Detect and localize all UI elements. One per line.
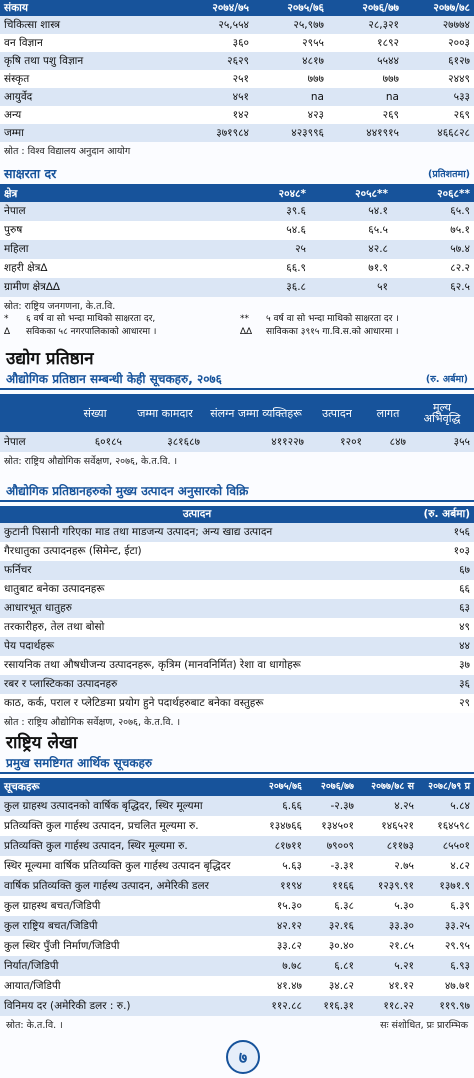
cell-value: ६.८१ [334,959,354,972]
industry-table-header [0,394,474,432]
macro-table-header [0,778,474,796]
cell-value: ३९.६ [286,205,306,218]
cell-value: ५.६३ [282,859,302,872]
cell-value: ३४.८२ [328,979,354,992]
industry-block [0,346,474,468]
macro-col-header: २०७५/७६ [268,781,302,793]
row-label: निर्यात/जिडिपी [4,959,59,972]
cell-value: ७.७८ [282,959,302,972]
literacy-table [0,186,474,297]
cell-value: ६५.५ [368,224,388,237]
cell-value: ७७७ [307,72,324,85]
faculty-col-header: २०७५/७६ [287,1,324,14]
national-accounts-heading [0,730,474,752]
cell: ३५५ [453,435,470,448]
industry-section-title: उद्योग प्रतिष्ठान [6,348,94,369]
row-label: गैरधातुका उत्पादनहरू (सिमेन्ट, ईटा) [4,545,142,558]
note-mark: * [4,314,9,324]
sales-title: औद्योगिक प्रतिष्ठानहरुको मुख्य उत्पादन अनुसारको विक्रि [6,483,249,498]
macro-source: स्रोत: के.त.वि. । [6,1019,63,1031]
row-label: वार्षिक प्रतिव्यक्ति कुल गार्हस्थ उत्पादन, अमेरिकी डलर [4,879,209,892]
industry-col-header: जम्मा कामदार [137,406,193,420]
sales-table [0,506,474,713]
cell-value: ३७१९८४ [216,126,249,139]
cell-value: २५ [295,243,306,256]
cell-value: ३३.३० [388,919,414,932]
cell-value: ७९००९ [326,839,354,852]
cell-value: ६६.९ [286,262,306,275]
cell-value: १०३ [453,545,470,558]
cell-value: ४.८२ [450,859,470,872]
note-mark: ∆∆ [240,327,253,337]
cell-value: ६३ [459,602,470,615]
table-row [0,694,474,713]
cell-value: ३६० [232,36,249,49]
row-label: तरकारीहरु, तेल तथा बोसो [4,621,105,634]
row-label: संस्कृत [4,72,30,85]
table-row [0,240,474,259]
cell-value: ११९.९७ [439,999,470,1012]
macro-indicators-title: प्रमुख समष्टिगत आर्थिक सूचकहरु [6,755,153,770]
industry-unit: (रु. अर्बमा) [425,373,468,385]
industry-col-header: लागत [376,406,400,420]
cell-value: na [385,90,399,103]
row-label: पेय पदार्थहरू [4,640,55,653]
page-number: ७ [226,1040,260,1074]
row-label: फर्निचर [4,564,32,577]
cell-value: -३.३१ [330,859,354,872]
cell-value: २५१ [232,72,249,85]
row-label: आयात/जिडिपी [4,979,61,992]
national-accounts-section-title: राष्ट्रिय लेखा [6,732,78,753]
faculty-source: स्रोत : विश्व विद्यालय अनुदान आयोग [4,146,131,157]
cell-value: ३२.१६ [328,919,354,932]
table-row [0,856,474,876]
row-label: पुरुष [4,224,23,237]
literacy-col-header: २०५८** [355,187,388,200]
sales-col-header: (रु. अर्बमा) [423,508,470,521]
industry-table [0,394,474,452]
cell-value: २८,३२१ [368,18,399,31]
industry-col-header: मूल्य अभिवृद्धि [423,401,461,425]
cell-value: २१.८५ [388,939,414,952]
macro-col-header: २०७८/७९ प्र [428,781,470,793]
cell-value: ५.८४ [450,799,470,812]
cell-value: ५.३० [394,899,414,912]
row-label: स्थिर मूल्यमा वार्षिक प्रतिव्यक्ति कुल गार्हस्थ उत्पादन बृद्धिदर [4,859,231,872]
row-label: जम्मा [4,126,24,139]
table-row [0,816,474,836]
table-row [0,16,474,34]
cell-value: ४१.१२ [388,979,414,992]
cell-value: ५५४४ [377,54,399,67]
macro-table [0,778,474,1016]
cell-value: ६.६६ [282,799,302,812]
faculty-col-header: संकाय [4,1,28,14]
cell-value: ५१ [377,281,388,294]
literacy-source: स्रोत: राष्ट्रिय जनगणना, के.त.वि. [4,301,116,312]
note-text: ५ वर्ष वा सो भन्दा माथिको साक्षरता दर । [266,314,399,324]
cell-value: ६७ [459,564,470,577]
industry-col-header: संलग्न जम्मा व्यक्तिहरू [210,406,302,420]
faculty-col-header: २०७७/७८ [433,1,470,14]
macro-col-header: २०७६/७७ [320,781,354,793]
table-row [0,106,474,124]
cell-value: २५,५५४ [218,18,249,31]
literacy-unit: (प्रतिशतमा) [428,168,470,180]
cell-value: ४२३९९६ [291,126,324,139]
cell-value: २६९ [453,108,470,121]
row-label: विनिमय दर (अमेरिकी डलर : रु.) [4,999,131,1012]
table-row [0,896,474,916]
cell-value: ६.९३ [450,959,470,972]
sales-source: स्रोत : राष्ट्रिय औद्योगिक सर्वेक्षण, २०७६, के.त.वि. । [4,717,181,728]
cell-value: १५६ [453,526,470,539]
table-row [0,221,474,240]
table-row [0,432,474,452]
table-row [0,796,474,816]
cell-value: ६.३९ [450,899,470,912]
cell-value: ४९ [459,621,470,634]
faculty-table-block [0,0,474,160]
cell-value: २००३ [448,36,470,49]
row-label: आयुर्वेद [4,90,33,103]
note-text: सविकका ५८ नगरपालिकाको आधारमा । [26,327,157,337]
cell-value: २५,९७७ [293,18,324,31]
table-row [0,542,474,561]
cell-value: ३७ [459,659,470,672]
cell-value: १४२ [232,108,249,121]
literacy-title: साक्षरता दर [4,165,57,181]
row-label: महिला [4,243,29,256]
cell-value: ३३.८२ [276,939,302,952]
table-row [0,278,474,297]
literacy-col-header: २०६८** [437,187,470,200]
note-mark: ** [240,314,249,324]
table-row [0,52,474,70]
cell-value: ७५.१ [450,224,470,237]
macro-col-header: २०७७/७८ स [371,781,414,793]
table-row [0,956,474,976]
table-row [0,599,474,618]
row-label: प्रतिव्यक्ति कुल गार्हस्थ उत्पादन, प्रचलित मूल्यमा रु. [4,819,199,832]
cell-value: ३६.८ [286,281,306,294]
cell-value: १२३९.९१ [377,879,414,892]
cell-value: २९ [459,697,470,710]
cell-value: ४७.७१ [444,979,470,992]
cell-value: १५.३० [276,899,302,912]
faculty-table [0,0,474,142]
cell-value: २७७७४ [442,18,470,31]
row-label: काठ, कर्क, पराल र प्लेटिङमा प्रयोग हुने पदार्थहरुबाट बनेका वस्तुहरू [4,697,264,710]
table-row [0,580,474,599]
cell-value: ६.३८ [334,899,354,912]
row-label: आधारभूत धातुहरु [4,602,72,615]
cell-value: ५.२१ [394,959,414,972]
note-text: ६ वर्ष वा सो भन्दा माथिको साक्षरता दर, [26,314,156,324]
literacy-block [0,162,474,339]
table-row [0,523,474,542]
cell-value: २९५५ [302,36,324,49]
industry-col-header [0,394,64,432]
cell-value: ४.२५ [394,799,414,812]
industry-col-header: संख्या [83,406,107,420]
industry-section-heading [0,346,474,368]
faculty-col-header: २०७४/७५ [212,1,249,14]
table-row [0,656,474,675]
row-label: प्रतिव्यक्ति कुल गार्हस्थ उत्पादन, स्थिर मूल्यमा रु. [4,839,188,852]
sales-block [0,480,474,729]
table-row [0,202,474,221]
literacy-notes [0,313,474,339]
sales-col-header: उत्पादन [182,508,212,521]
cell-value: ८१७११ [274,839,302,852]
cell-value: na [310,90,324,103]
row-label: कुटानी पिसानी गरिएका माड तथा माडजन्य उत्पादन; अन्य खाद्य उत्पादन [4,526,273,539]
cell-value: ८५५०१ [442,839,470,852]
faculty-table-header [0,0,474,16]
table-row [0,88,474,106]
table-row [0,561,474,580]
cell-value: ६६ [459,583,470,596]
row-label: कुल राष्ट्रिय बचत/जिडिपी [4,919,98,932]
cell-value: ५७.४ [450,243,470,256]
cell-value: ४६६८२८ [437,126,470,139]
note-row [0,313,474,326]
cell: नेपाल [4,435,26,448]
cell-value: २.७५ [394,859,414,872]
cell-value: ४८१७ [302,54,324,67]
macro-col-header: सूचकहरू [4,780,40,793]
row-label: रबर र प्लास्टिकका उत्पादनहरु [4,678,118,691]
cell-value: ३६ [459,678,470,691]
row-label: कुल ग्राहस्थ उत्पादनको वार्षिक बृद्धिदर, स्थिर मूल्यमा [4,799,203,812]
table-row [0,70,474,88]
cell-value: २६२९ [227,54,249,67]
table-row [0,637,474,656]
row-label: शहरी क्षेत्र∆ [4,262,48,275]
cell-value: ५३३ [453,90,470,103]
row-label: नेपाल [4,205,26,218]
cell-value: ४२.१२ [276,919,302,932]
table-row [0,916,474,936]
row-label: चिकित्सा शास्त्र [4,18,61,31]
row-label: कुल स्थिर पुँजी निर्माण/जिडिपी [4,939,120,952]
cell-value: ६५.९ [450,205,470,218]
row-label: रसायनिक तथा औषधीजन्य उत्पादनहरू, कृत्रिम (मानवनिर्मित) रेशा वा धागोहरू [4,659,301,672]
cell-value: ११२.८८ [271,999,302,1012]
cell-value: ४२.८ [368,243,388,256]
cell-value: ११८.२२ [383,999,414,1012]
cell-value: ६२.५ [450,281,470,294]
cell-value: १४६५२१ [381,819,414,832]
cell-value: ११६६ [332,879,354,892]
table-row [0,996,474,1016]
cell-value: ११६.३१ [323,999,354,1012]
cell-value: ११९४ [280,879,302,892]
cell-value: ४१.४७ [276,979,302,992]
row-label: धातुबाट बनेका उत्पादनहरू [4,583,105,596]
note-row [0,326,474,339]
cell: ८४७ [389,435,406,448]
national-accounts-block [0,730,474,1032]
industry-col-header: उत्पादन [322,406,352,420]
cell-value: १३७१.९ [439,879,470,892]
cell-value: २९.९५ [444,939,470,952]
cell-value: ३०.४० [328,939,354,952]
table-row [0,936,474,956]
row-label: वन विज्ञान [4,36,43,49]
cell-value: ५४.१ [368,205,388,218]
table-row [0,876,474,896]
row-label: कृषि तथा पशु विज्ञान [4,54,84,67]
note-mark: ∆ [4,327,11,337]
table-row [0,34,474,52]
cell-value: ३३.२५ [444,919,470,932]
cell: १२०१ [340,435,362,448]
cell: ६०१८५ [94,435,122,448]
cell: ४११२२७ [271,435,304,448]
cell-value: १८९२ [377,36,399,49]
cell-value: ४४१९१५ [366,126,399,139]
cell-value: ४४ [459,640,470,653]
literacy-table-header [0,186,474,202]
row-label: ग्रामीण क्षेत्र∆∆ [4,281,60,294]
macro-note: सः संशोधित, प्रः प्रारम्भिक [380,1019,468,1031]
faculty-col-header: २०७६/७७ [362,1,399,14]
cell: ३८१६८७ [167,435,200,448]
cell-value: ८११७३ [386,839,414,852]
table-row [0,259,474,278]
cell-value: २६९ [382,108,399,121]
cell-value: ७७७ [382,72,399,85]
table-row [0,675,474,694]
table-row [0,836,474,856]
table-row [0,976,474,996]
industry-source: स्रोत: राष्ट्रिय औद्योगिक सर्वेक्षण, २०७६, के.त.वि. । [4,456,178,467]
cell-value: ४५१ [232,90,249,103]
industry-indicator-title: औद्योगिक प्रतिष्ठान सम्बन्धी केही सूचकहरु, २०७६ [6,371,222,386]
literacy-col-header: क्षेत्र [4,187,18,200]
cell-value: ५४.६ [286,224,306,237]
cell-value: ४२३ [307,108,324,121]
table-row [0,124,474,142]
note-text: साविकका ३९१५ गा.वि.स.को आधारमा । [266,327,399,337]
row-label: अन्य [4,108,22,121]
table-row [0,618,474,637]
cell-value: -२.३७ [330,799,354,812]
sales-table-header [0,506,474,523]
cell-value: १३४५०१ [321,819,354,832]
cell-value: १३४७६६ [269,819,302,832]
cell-value: १६४५९८ [437,819,470,832]
cell-value: ७१.९ [368,262,388,275]
cell-value: ८२.२ [450,262,470,275]
cell-value: २४४९ [448,72,470,85]
row-label: कुल ग्राहस्थ बचत/जिडिपी [4,899,101,912]
cell-value: ६१२७ [448,54,470,67]
literacy-col-header: २०४८* [278,187,306,200]
